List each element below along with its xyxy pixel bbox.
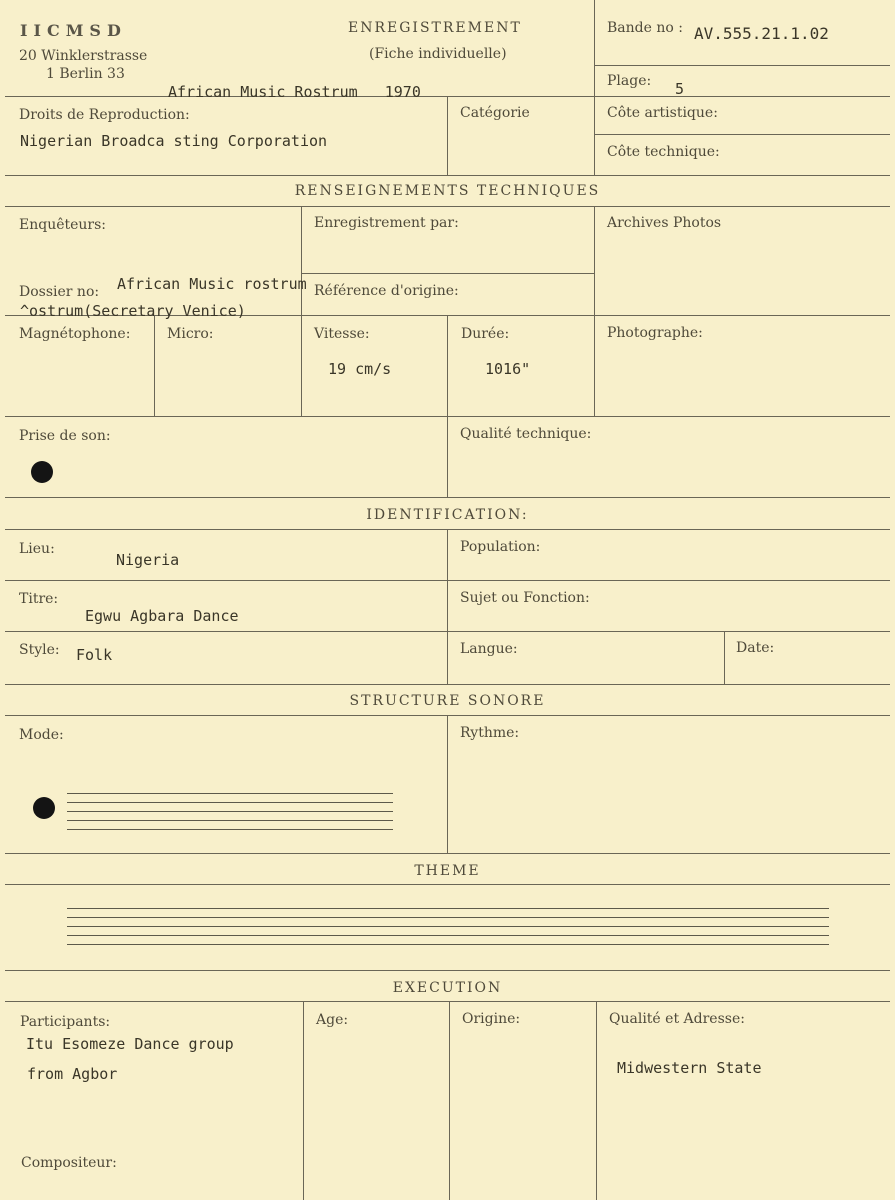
rule	[303, 1001, 304, 1200]
magnetophone-label: Magnétophone:	[19, 326, 131, 342]
section-renseignements-techniques: RENSEIGNEMENTS TECHNIQUES	[294, 183, 601, 199]
titre-label: Titre:	[19, 591, 59, 607]
form-subtitle: (Fiche individuelle)	[369, 46, 507, 62]
titre-value: Egwu Agbara Dance	[85, 607, 239, 625]
photographe-label: Photographe:	[607, 325, 703, 341]
dossier-label: Dossier no:	[19, 284, 100, 300]
address-line-2: 1 Berlin 33	[46, 66, 125, 82]
rule	[5, 206, 890, 207]
dossier-value-2: ^ostrum(Secretary Venice)	[20, 302, 246, 320]
section-theme: THEME	[414, 863, 481, 879]
qualite-adresse-value: Midwestern State	[617, 1059, 762, 1077]
rule	[154, 315, 155, 417]
vitesse-value: 19 cm/s	[328, 360, 392, 378]
population-label: Population:	[460, 539, 541, 555]
rule	[447, 715, 448, 853]
rule	[302, 273, 595, 274]
rule	[594, 206, 595, 417]
mode-label: Mode:	[19, 727, 64, 743]
rule	[5, 497, 890, 498]
rule	[5, 175, 890, 176]
dossier-value-1: African Music rostrum	[117, 275, 307, 293]
rule	[5, 884, 890, 885]
rule	[595, 65, 890, 66]
rule	[5, 853, 890, 854]
program-value: African Music Rostrum 1970	[168, 83, 421, 101]
reference-label: Référence d'origine:	[314, 283, 459, 299]
rule	[5, 684, 890, 685]
org-name: IICMSD	[20, 21, 127, 40]
qualite-technique-label: Qualité technique:	[460, 426, 592, 442]
rule	[447, 416, 448, 497]
address-line-1: 20 Winklerstrasse	[19, 48, 148, 64]
rule	[5, 970, 890, 971]
enqueteurs-label: Enquêteurs:	[19, 217, 107, 233]
section-execution: EXECUTION	[392, 980, 503, 996]
lieu-value: Nigeria	[116, 551, 180, 569]
duree-label: Durée:	[461, 326, 510, 342]
punch-hole	[33, 797, 55, 819]
bande-value: AV.555.21.1.02	[694, 24, 829, 43]
categorie-label: Catégorie	[460, 105, 530, 121]
theme-staff	[67, 908, 829, 953]
form-title: ENREGISTREMENT	[348, 20, 522, 36]
participants-value-1: Itu Esomeze Dance group	[26, 1035, 234, 1053]
rule	[595, 134, 890, 135]
rule	[724, 631, 725, 684]
duree-value: 1016"	[485, 360, 531, 378]
rule	[447, 315, 448, 417]
archives-photos-label: Archives Photos	[607, 215, 722, 231]
qualite-adresse-label: Qualité et Adresse:	[609, 1011, 745, 1027]
mode-staff	[67, 793, 393, 838]
rule	[594, 0, 595, 175]
vitesse-label: Vitesse:	[314, 326, 370, 342]
plage-value: 5	[675, 80, 685, 98]
origine-label: Origine:	[462, 1011, 521, 1027]
compositeur-label: Compositeur:	[21, 1155, 117, 1171]
rule	[447, 529, 448, 684]
punch-hole	[31, 461, 53, 483]
style-label: Style:	[19, 642, 60, 658]
enregistrement-par-label: Enregistrement par:	[314, 215, 459, 231]
micro-label: Micro:	[167, 326, 214, 342]
bande-label: Bande no :	[607, 20, 683, 36]
cote-technique-label: Côte technique:	[607, 144, 720, 160]
rule	[596, 1001, 597, 1200]
age-label: Age:	[316, 1012, 349, 1028]
rule	[5, 1001, 890, 1002]
langue-label: Langue:	[460, 641, 518, 657]
rythme-label: Rythme:	[460, 725, 520, 741]
plage-label: Plage:	[607, 73, 652, 89]
rule	[449, 1001, 450, 1200]
droits-label: Droits de Reproduction:	[19, 107, 190, 123]
lieu-label: Lieu:	[19, 541, 55, 557]
cote-artistique-label: Côte artistique:	[607, 105, 718, 121]
section-identification: IDENTIFICATION:	[366, 507, 529, 523]
style-value: Folk	[76, 646, 113, 664]
prise-de-son-label: Prise de son:	[19, 428, 111, 444]
date-label: Date:	[736, 640, 775, 656]
rule	[301, 206, 302, 417]
section-structure-sonore: STRUCTURE SONORE	[349, 693, 546, 709]
droits-value: Nigerian Broadca sting Corporation	[20, 132, 328, 150]
rule	[447, 96, 448, 175]
sujet-label: Sujet ou Fonction:	[460, 590, 590, 606]
participants-value-2: from Agbor	[27, 1065, 118, 1083]
participants-label: Participants:	[20, 1014, 111, 1030]
